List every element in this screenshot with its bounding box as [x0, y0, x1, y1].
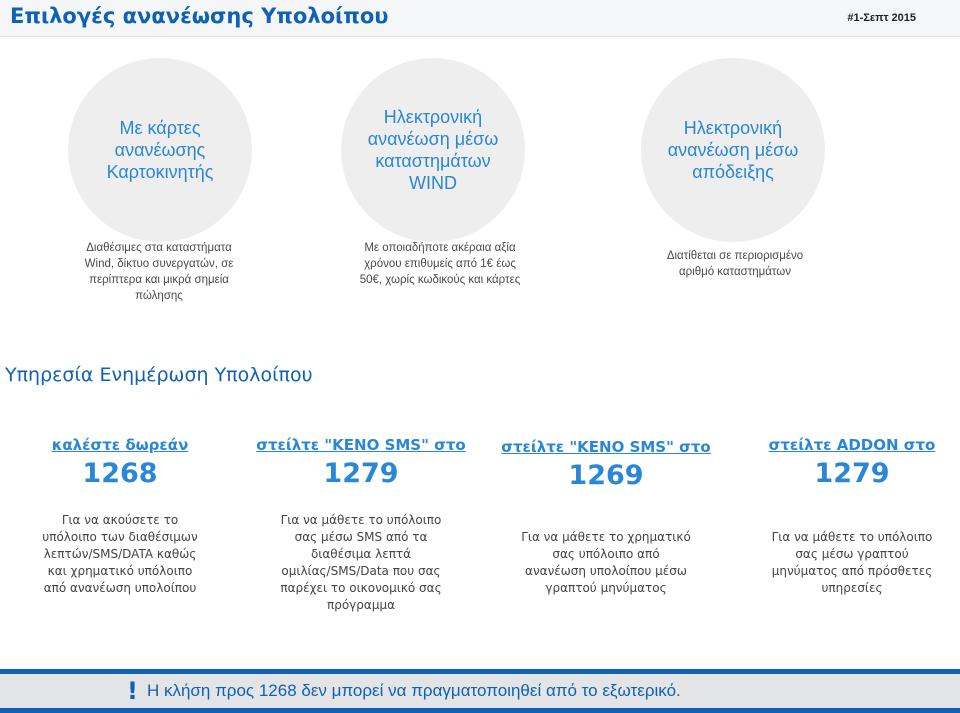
service-addon-sms [737, 436, 960, 489]
service-section-title: Υπηρεσία Ενημέρωση Υπολοίπου [5, 364, 313, 386]
renewal-option-receipt-title: Ηλεκτρονική ανανέωση μέσω απόδειξης [667, 118, 799, 182]
service-keno-sms-1269-number: 1269 [568, 460, 644, 491]
renewal-option-receipt-circle [641, 58, 825, 242]
exclamation-icon: ! [127, 677, 138, 705]
renewal-option-stores-description: Με οποιαδήποτε ακέραια αξία χρόνου επιθυμείς από 1€ έως 50€, χωρίς κωδικούς και κάρτες [359, 242, 521, 286]
service-keno-sms-1269-description: Για να μάθετε το χρηματικό σας υπόλοιπο από ανανέωση υπολοίπου μέσω γραπτού μηνύματος [521, 530, 691, 595]
service-free-call-label[interactable]: καλέστε δωρεάν [51, 436, 189, 454]
service-free-call [5, 436, 235, 489]
service-free-call-number: 1268 [82, 458, 158, 489]
renewal-option-cards-description: Διαθέσιμες στα καταστήματα Wind, δίκτυο συνεργατών, σε περίπτερα και μικρά σημεία πώλησης [84, 242, 234, 302]
service-addon-sms-description: Για να μάθετε το υπόλοιπο σας μέσω γραπτού μηνύματος από πρόσθετες υπηρεσίες [771, 530, 933, 595]
renewal-option-stores-title: Ηλεκτρονική ανανέωση μέσω καταστημάτων WIND [367, 107, 499, 193]
notice-text: Η κλήση προς 1268 δεν μπορεί να πραγματοποιηθεί από το εξωτερικό. [146, 681, 681, 700]
renewal-option-receipt-description: Διατίθεται σε περιορισμένο αριθμό καταστημάτων [666, 250, 804, 278]
service-keno-sms-1279-number: 1279 [323, 458, 399, 489]
renewal-option-stores-circle [341, 58, 525, 242]
service-keno-sms-1279 [246, 436, 476, 489]
renewal-option-cards-circle [68, 58, 252, 242]
renewal-option-cards-title: Με κάρτες ανανέωσης Καρτοκινητής [106, 118, 214, 182]
service-keno-sms-1269-label[interactable]: στείλτε "KENO SMS" στο [501, 438, 711, 456]
title-bar [0, 0, 960, 37]
service-keno-sms-1279-description: Για να μάθετε το υπόλοιπο σας μέσω SMS από τα διαθέσιμα λεπτά ομιλίας/SMS/Data που σας παρέχει το οικονομικό σας πρόγραμμα [280, 513, 442, 612]
service-addon-sms-number: 1279 [814, 458, 890, 489]
page-title: Επιλογές ανανέωσης Υπολοίπου [10, 4, 389, 28]
service-free-call-description: Για να ακούσετε το υπόλοιπο των διαθέσιμων λεπτών/SMS/DATA καθώς και χρηματικό υπόλοιπο από ανανέωση υπολοίπου [42, 513, 198, 595]
service-keno-sms-1279-label[interactable]: στείλτε "KENO SMS" στο [256, 436, 466, 454]
service-keno-sms-1269 [491, 438, 721, 491]
service-addon-sms-label[interactable]: στείλτε ADDON στο [768, 436, 936, 454]
notice-panel [0, 674, 960, 708]
date-stamp: #1-Σεπτ 2015 [847, 12, 916, 24]
notice-bar [0, 669, 960, 713]
